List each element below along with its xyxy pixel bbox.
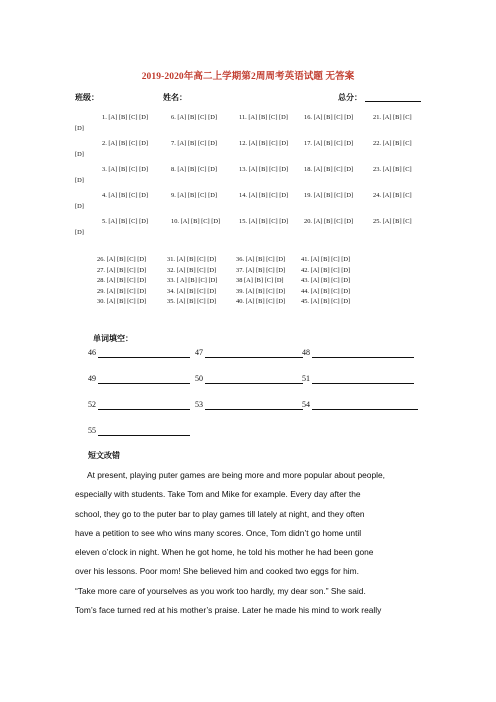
blank-number: 51 <box>302 374 310 383</box>
score-blank[interactable] <box>365 101 421 102</box>
blank-number: 48 <box>302 348 310 357</box>
passage-line: Tom’s face turned red at his mother’s praise. Later he made his mind to work really <box>75 605 382 616</box>
answer-row <box>97 288 397 299</box>
answer-item[interactable]: 26. [A] [B] [C] [D] <box>97 256 147 263</box>
answer-wrap-text: [D] <box>75 229 84 236</box>
blank-number: 47 <box>195 348 203 357</box>
blank-underline[interactable] <box>205 409 303 410</box>
answer-item[interactable]: 25. [A] [B] [C] <box>373 218 412 225</box>
answer-item[interactable]: 44. [A] [B] [C] [D] <box>301 287 351 295</box>
answer-item[interactable]: 5. [A] [B] [C] [D] <box>102 218 148 225</box>
answer-wrap-text: [D] <box>75 203 84 210</box>
answer-item[interactable]: 42. [A] [B] [C] [D] <box>301 266 351 274</box>
answer-grid-second <box>97 256 397 309</box>
answer-item[interactable]: 45. [A] [B] [C] [D] <box>301 298 351 305</box>
class-label: 班级： <box>75 93 99 102</box>
answer-item[interactable]: 1. [A] [B] [C] [D] <box>102 114 148 121</box>
blank-number: 46 <box>88 348 96 357</box>
answer-item[interactable]: 32. [A] [B] [C] [D] <box>167 266 217 274</box>
answer-item[interactable]: 28. [A] [B] [C] [D] <box>97 277 147 284</box>
answer-item[interactable]: 37. [A] [B] [C] [D] <box>236 266 286 274</box>
answer-item[interactable]: 11. [A] [B] [C] [D] <box>239 114 288 121</box>
vocab-label: 单词填空： <box>93 334 133 343</box>
answer-item[interactable]: 23. [A] [B] [C] <box>373 166 412 173</box>
answer-row <box>75 136 425 162</box>
answer-item[interactable]: 33. [ A] [B] [C] [D] <box>167 277 218 284</box>
answer-item[interactable]: 13. [A] [B] [C] [D] <box>239 166 289 173</box>
blank-underline[interactable] <box>312 357 414 358</box>
answer-item[interactable]: 35. [A] [B] [C] [D] <box>167 298 217 305</box>
answer-row <box>97 256 397 267</box>
blank-underline[interactable] <box>205 357 303 358</box>
answer-item[interactable]: 38 [A] [B] [C] [D] <box>236 277 284 284</box>
blank-underline[interactable] <box>98 383 190 384</box>
answer-item[interactable]: 15. [A] [B] [C] [D] <box>239 218 289 225</box>
answer-item[interactable]: 16. [A] [B] [C] [D] <box>304 114 354 121</box>
answer-item[interactable]: 3. [A] [B] [C] [D] <box>102 166 148 173</box>
blank-number: 50 <box>195 374 203 383</box>
answer-item[interactable]: 6. [A] [B] [C] [D] <box>171 114 217 121</box>
answer-wrap-text: [D] <box>75 151 84 158</box>
passage-line: eleven o’clock in night. When he got home, he told his mother he had been gone <box>75 547 374 558</box>
passage-line: over his lessons. Poor mom! She believed him and cooked two eggs for him. <box>75 566 359 577</box>
answer-item[interactable]: 10. [A] [B] [C] [D] <box>171 218 221 225</box>
answer-row <box>97 277 397 288</box>
answer-item[interactable]: 22. [A] [B] [C] <box>373 140 412 147</box>
answer-item[interactable]: 29. [A] [B] [C] [D] <box>97 287 147 295</box>
name-label: 姓名： <box>163 93 187 102</box>
answer-item[interactable]: 9. [A] [B] [C] [D] <box>171 192 217 199</box>
blank-underline[interactable] <box>312 409 418 410</box>
answer-item[interactable]: 41. [A] [B] [C] [D] <box>301 256 351 263</box>
answer-item[interactable]: 20. [A] [B] [C] [D] <box>304 218 354 225</box>
correction-passage <box>75 466 425 620</box>
blank-number: 54 <box>302 400 310 409</box>
answer-item[interactable]: 17. [A] [B] [C] [D] <box>304 140 354 147</box>
answer-item[interactable]: 4. [A] [B] [C] [D] <box>102 192 148 199</box>
answer-item[interactable]: 14. [A] [B] [C] [D] <box>239 192 289 199</box>
answer-item[interactable]: 19. [A] [B] [C] [D] <box>304 192 354 199</box>
answer-row <box>97 298 397 309</box>
answer-item[interactable]: 2. [A] [B] [C] [D] <box>102 140 148 147</box>
answer-item[interactable]: 36. [A] [B] [C] [D] <box>236 256 286 263</box>
answer-row <box>75 188 425 214</box>
answer-row <box>75 110 425 136</box>
blank-number: 49 <box>88 374 96 383</box>
answer-item[interactable]: 40. [A] [B] [C] [D] <box>236 298 286 305</box>
blank-number: 52 <box>88 400 96 409</box>
answer-row <box>75 214 425 240</box>
answer-item[interactable]: 31. [A] [B] [C] [D] <box>167 256 217 263</box>
student-info-row <box>75 92 425 106</box>
score-label: 总分： <box>338 93 362 102</box>
answer-item[interactable]: 39. [A] [B] [C] [D] <box>236 287 286 295</box>
blank-underline[interactable] <box>98 409 190 410</box>
answer-item[interactable]: 12. [A] [B] [C] [D] <box>239 140 289 147</box>
answer-item[interactable]: 30. [A] [B] [C] [D] <box>97 298 147 305</box>
answer-item[interactable]: 8. [A] [B] [C] [D] <box>171 166 217 173</box>
passage-line: school, they go to the puter bar to play games till lately at night, and they often <box>75 508 365 519</box>
answer-item[interactable]: 21. [A] [B] [C] <box>373 114 412 121</box>
answer-row <box>75 162 425 188</box>
passage-line: especially with students. Take Tom and Mike for example. Every day after the <box>75 489 361 500</box>
answer-item[interactable]: 24. [A] [B] [C] <box>373 192 412 199</box>
answer-wrap-text: [D] <box>75 125 84 132</box>
passage-line: have a petition to see who wins many scores. Once, Tom didn’t go home until <box>75 527 362 538</box>
blank-underline[interactable] <box>312 383 414 384</box>
answer-item[interactable]: 34. [A] [B] [C] [D] <box>167 287 217 295</box>
answer-item[interactable]: 27. [A] [B] [C] [D] <box>97 266 147 274</box>
answer-item[interactable]: 43. [A] [B] [C] [D] <box>301 277 351 284</box>
passage-line: “Take more care of yourselves as you work too hardly, my dear son.” She said. <box>75 585 366 596</box>
answer-item[interactable]: 18. [A] [B] [C] [D] <box>304 166 354 173</box>
blank-underline[interactable] <box>98 435 190 436</box>
blank-number: 55 <box>88 426 96 435</box>
answer-item[interactable]: 7. [A] [B] [C] [D] <box>171 140 217 147</box>
blank-underline[interactable] <box>98 357 190 358</box>
correction-label: 短文改错 <box>88 451 120 460</box>
answer-wrap-text: [D] <box>75 177 84 184</box>
blank-number: 53 <box>195 400 203 409</box>
document-title: 2019-2020年高二上学期第2周周考英语试题 无答案 <box>141 72 355 82</box>
answer-row <box>97 267 397 278</box>
blank-underline[interactable] <box>205 383 303 384</box>
passage-line: At present, playing puter games are being more and more popular about people, <box>87 470 385 480</box>
answer-grid-main <box>75 110 425 240</box>
